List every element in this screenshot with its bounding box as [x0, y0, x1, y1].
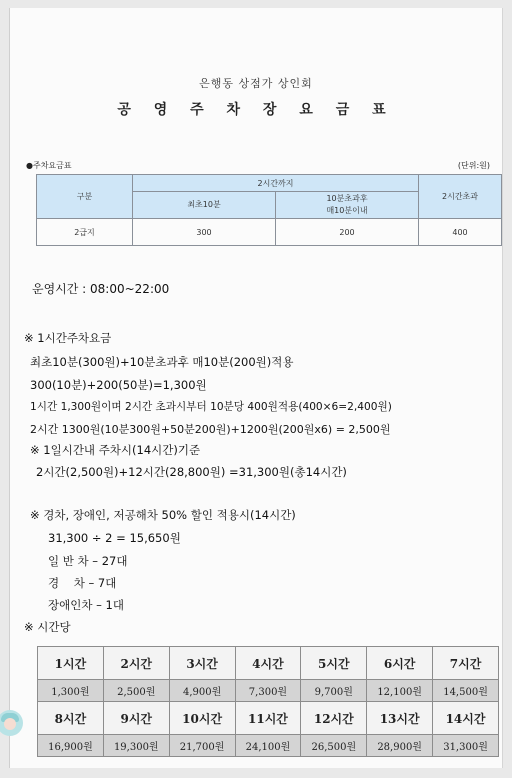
hour-cell: 2시간: [103, 647, 169, 680]
price-cell: 26,500원: [301, 735, 367, 757]
price-cell: 14,500원: [433, 680, 499, 702]
section-heading: ※ 1일시간내 주차시(14시간)기준: [30, 443, 201, 457]
table-row: [38, 702, 499, 735]
col-after-line2: 매10분이내: [326, 206, 368, 215]
hour-cell: 3시간: [169, 647, 235, 680]
group-header: 2시간까지: [133, 175, 419, 192]
price-cell: 9,700원: [301, 680, 367, 702]
fee-table-caption: ●주차요금표: [26, 161, 72, 170]
document-page: [9, 8, 503, 768]
price-cell: 24,100원: [235, 735, 301, 757]
price-cell: 31,300원: [433, 735, 499, 757]
text-line: 1시간 1,300원이며 2시간 초과시부터 10분당 400원적용(400×6=2,400원): [30, 401, 392, 413]
row-over-fee: 400: [419, 219, 502, 246]
list-item: 일 반 차 – 27대: [48, 554, 128, 568]
price-cell: 1,300원: [38, 680, 104, 702]
price-cell: 19,300원: [103, 735, 169, 757]
row-after-fee: 200: [276, 219, 419, 246]
price-cell: 2,500원: [103, 680, 169, 702]
avatar-face: [4, 718, 16, 730]
association-name: 은행동 상점가 상인회: [199, 77, 313, 90]
section-heading: ※ 경차, 장애인, 저공해차 50% 할인 적용시(14시간): [30, 508, 296, 522]
price-cell: 21,700원: [169, 735, 235, 757]
hour-cell: 9시간: [103, 702, 169, 735]
hour-cell: 6시간: [367, 647, 433, 680]
hour-cell: 11시간: [235, 702, 301, 735]
unit-label: (단위:원): [457, 161, 490, 170]
hour-cell: 12시간: [301, 702, 367, 735]
col-after-line1: 10분초과후: [326, 194, 368, 203]
page-title: 공 영 주 차 장 요 금 표: [117, 102, 395, 118]
hour-cell: 8시간: [38, 702, 104, 735]
price-cell: 7,300원: [235, 680, 301, 702]
text-line: 최초10분(300원)+10분초과후 매10분(200원)적용: [30, 355, 294, 369]
table-row: [38, 647, 499, 680]
text-line: 2시간 1300원(10분300원+50분200원)+1200원(200원x6) = 2,500원: [30, 423, 391, 436]
hour-cell: 4시간: [235, 647, 301, 680]
price-cell: 4,900원: [169, 680, 235, 702]
list-item: 경 차 – 7대: [48, 576, 117, 590]
row-first-fee: 300: [133, 219, 276, 246]
text-line: 300(10분)+200(50분)=1,300원: [30, 378, 207, 392]
hour-cell: 1시간: [38, 647, 104, 680]
price-cell: 28,900원: [367, 735, 433, 757]
hour-cell: 14시간: [433, 702, 499, 735]
col-first-header: 최초10분: [133, 192, 276, 219]
price-cell: 12,100원: [367, 680, 433, 702]
list-item: 장애인차 – 1대: [48, 598, 124, 612]
hour-cell: 13시간: [367, 702, 433, 735]
hour-cell: 5시간: [301, 647, 367, 680]
hour-cell: 10시간: [169, 702, 235, 735]
hour-cell: 7시간: [433, 647, 499, 680]
section-heading: ※ 1시간주차요금: [24, 331, 112, 345]
operating-hours: 운영시간 : 08:00~22:00: [32, 282, 170, 296]
price-cell: 16,900원: [38, 735, 104, 757]
col-type-header: 구분: [37, 175, 133, 219]
hourly-fee-table: [37, 646, 499, 757]
text-line: 31,300 ÷ 2 = 15,650원: [48, 531, 181, 545]
row-type: 2급지: [37, 219, 133, 246]
section-heading: ※ 시간당: [24, 620, 71, 634]
table-row: [38, 680, 499, 702]
table-row: [38, 735, 499, 757]
text-line: 2시간(2,500원)+12시간(28,800원) =31,300원(총14시간): [36, 465, 347, 479]
col-over-header: 2시간초과: [419, 175, 502, 219]
